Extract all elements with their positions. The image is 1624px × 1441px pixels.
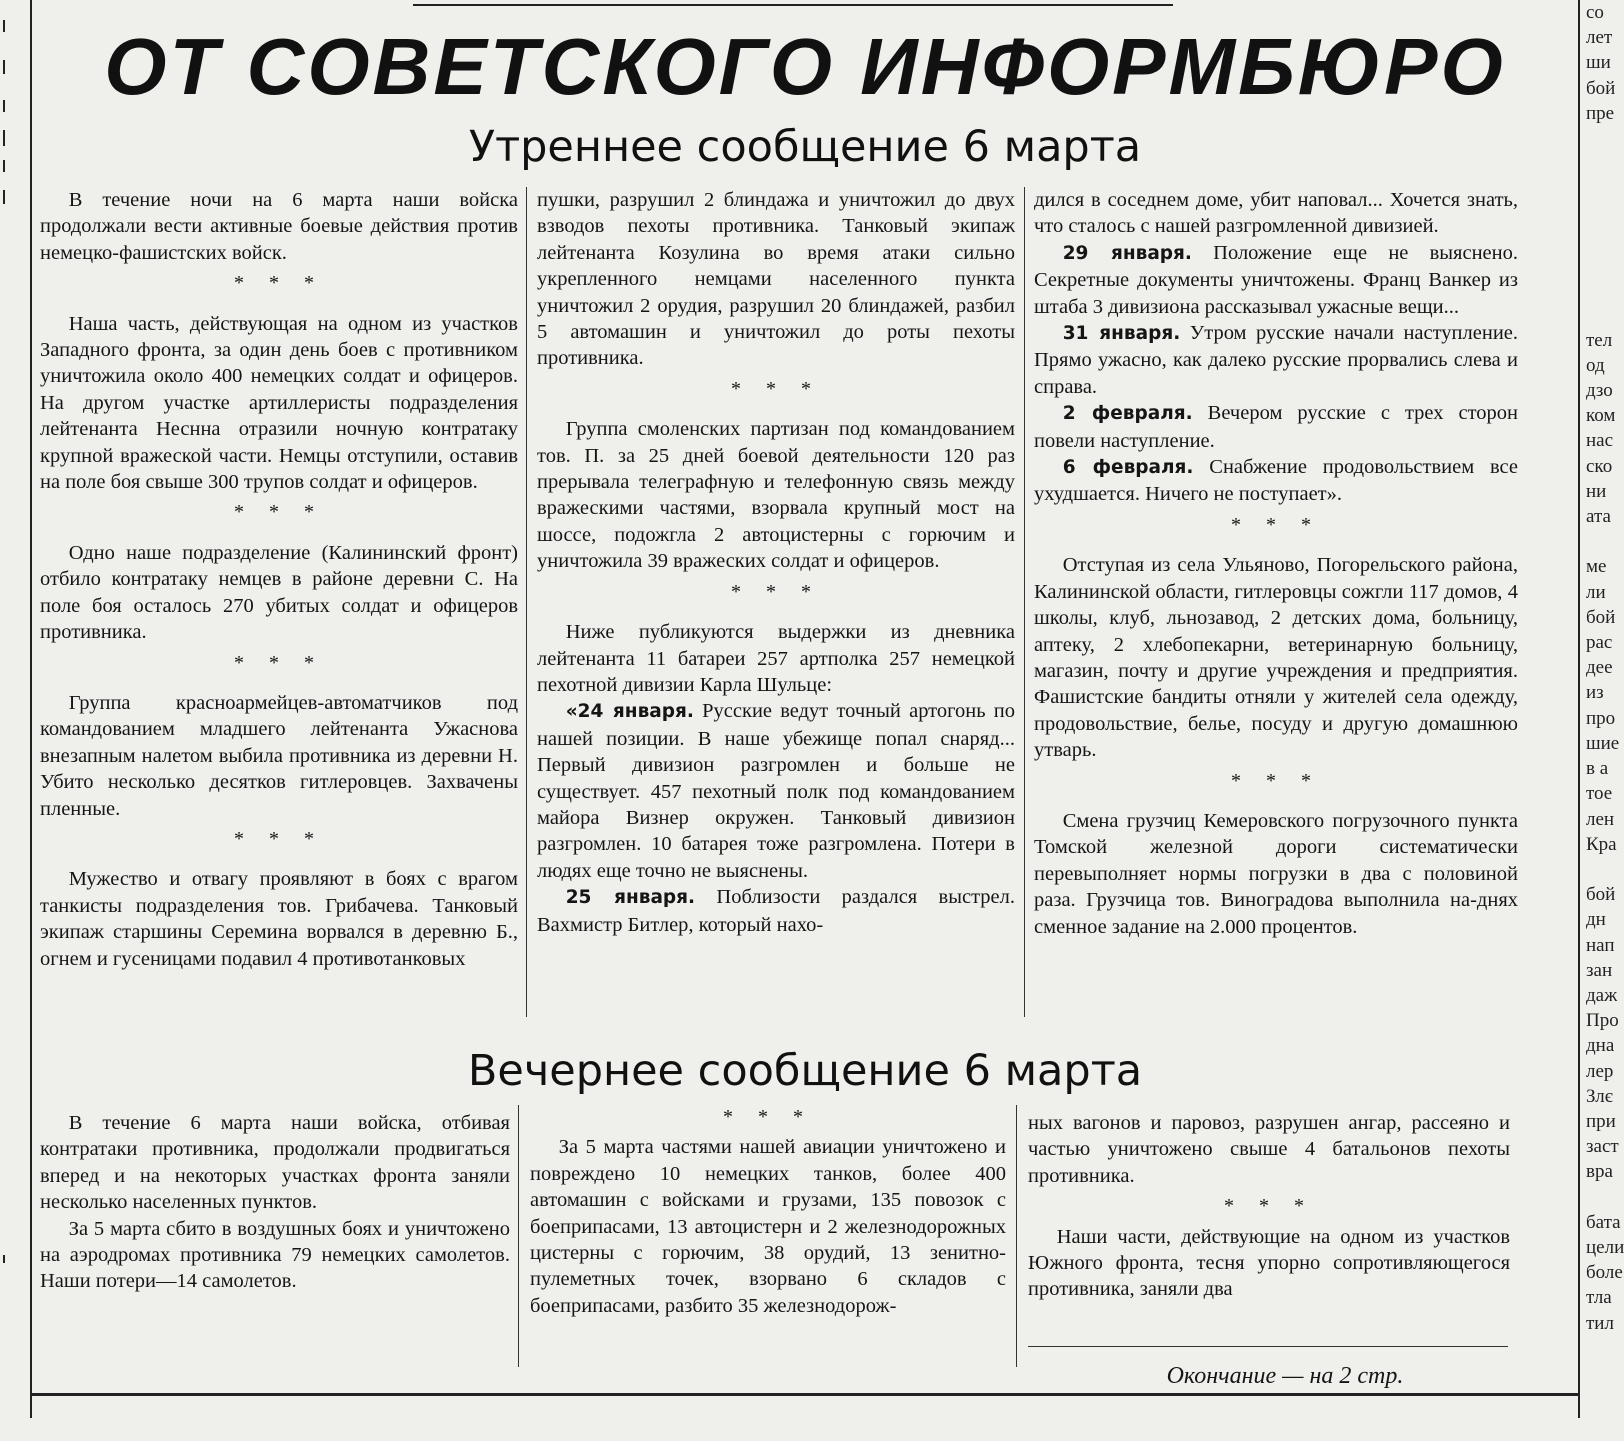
fragment-line: тое (1586, 783, 1613, 805)
article-paragraph: Группа смоленских партизан под командованием тов. П. за 25 дней боевой деятельности 120 раз прерывала телеграфную и телефонную связь между вражескими частями, взорвала крупный мост на шоссе, подожгла 2 автоцистерны с горючим и уничтожила 39 вражеских солдат и офицеров. (537, 418, 1015, 573)
fragment-line: дна (1586, 1035, 1615, 1057)
fragment-line: рас (1586, 632, 1613, 654)
fragment-line (1586, 176, 1611, 201)
evening-report-title: Вечернее сообщение 6 марта (467, 1046, 1143, 1096)
separator-stars: * * * (1231, 513, 1321, 536)
article-paragraph: дился в соседнем доме, убит наповал... Хочется знать, что сталось с нашей разгромленной дивизией. (1034, 189, 1518, 238)
fragment-line: тла (1586, 1287, 1612, 1309)
separator-stars: * * * (234, 501, 324, 524)
left-page-edge (0, 0, 12, 1441)
fragment-line: бой (1586, 606, 1616, 628)
diary-date: 6 февраля. (1062, 457, 1194, 479)
evening-column-2 (530, 1104, 1006, 1372)
fragment-line: боле (1586, 1262, 1623, 1284)
article-paragraph: Отступая из села Ульяново, Погорельского района, Калининской области, гитлеровцы сожгли 117 домов, 4 школы, клуб, льнозавод, 2 детских дома, больницу, аптеку, 2 хлебопекарни, ветеринарную больницу, магазин, почту и другие учреждения и предприятия. Фашистские бандиты отняли у жителей села одежду, продовольствие, белье, посуду и другую домашнюю утварь. (1034, 554, 1518, 762)
separator-stars: * * * (1224, 1195, 1314, 1218)
fragment-line: заст (1586, 1136, 1619, 1158)
fragment-line: Кра (1586, 833, 1617, 855)
top-rule (413, 4, 1173, 6)
fragment-line: про (1586, 707, 1616, 729)
article-paragraph: Мужество и отвагу проявляют в боях с врагом танкисты подразделения тов. Грибачева. Танковый экипаж старшины Серемина ворвался в деревню Б., огнем и гусеницами подавил 4 противотанковых (40, 868, 518, 970)
fragment-line: даж (1586, 984, 1618, 1006)
masthead: ОТ СОВЕТСКОГО ИНФОРМБЮРО (104, 22, 1506, 111)
diary-text: Положение еще не выяснено. Секретные документы уничтожены. Франц Ванкер из штаба 3 дивизиона рассказывал ужасные вещи... (1034, 241, 1518, 318)
evening-column-3 (1028, 1110, 1510, 1315)
article-paragraph: Наша часть, действующая на одном из участков Западного фронта, за один день боев с противником уничтожила около 400 немецких солдат и офицеров. На другом участке артиллеристы подразделения лейтенанта Неснна отразили ночную контратаку крупной вражеской части. Немцы отступили, оставив на поле боя свыше 300 трупов солдат и офицеров. (40, 312, 518, 494)
diary-text: Снабжение продовольствием все ухудшается. Ничего не поступает». (1034, 456, 1518, 506)
fragment-line (1586, 857, 1611, 882)
right-border-rule (1578, 0, 1580, 1418)
left-border-rule (30, 0, 32, 1418)
separator-stars: * * * (234, 827, 324, 850)
fragment-line: лен (1586, 808, 1615, 830)
fragment-line: од (1586, 354, 1605, 376)
adjacent-column-fragment (1586, 0, 1624, 1441)
diary-entry (1034, 320, 1518, 400)
fragment-line: ско (1586, 455, 1613, 477)
fragment-line: при (1586, 1110, 1616, 1132)
bottom-rule (30, 1393, 1580, 1396)
morning-report-title: Утреннее сообщение 6 марта (468, 122, 1142, 172)
column-rule (1024, 187, 1025, 1017)
ending-rule (1028, 1346, 1508, 1347)
fragment-line: дзо (1586, 380, 1613, 402)
separator-stars: * * * (234, 651, 324, 674)
morning-column-2 (537, 187, 1015, 1017)
article-paragraph: Ниже публикуются выдержки из дневника лейтенанта 11 батареи 257 артполка 257 немецкой пехотной дивизии Карла Шульце: (537, 621, 1015, 696)
article-paragraph: Наши части, действующие на одном из участков Южного фронта, тесня упорно сопротивляющегося противника, заняли два (1028, 1225, 1510, 1301)
fragment-line: в а (1586, 758, 1609, 780)
diary-entry (1034, 400, 1518, 454)
fragment-line: ме (1586, 556, 1607, 578)
separator-stars: * * * (234, 272, 324, 295)
fragment-line: ни (1586, 480, 1607, 502)
fragment-line: ата (1586, 506, 1611, 528)
fragment-line: нас (1586, 430, 1614, 452)
article-paragraph: В течение ночи на 6 марта наши войска продолжали вести активные боевые действия против немецко-фашистских войск. (40, 189, 518, 264)
fragment-line: Про (1586, 1010, 1619, 1032)
fragment-line: ши (1586, 52, 1611, 74)
morning-column-3 (1034, 187, 1518, 1017)
separator-stars: * * * (1231, 769, 1321, 792)
fragment-line: бой (1586, 884, 1616, 906)
fragment-line: бой (1586, 77, 1616, 99)
diary-entry (1034, 454, 1518, 508)
morning-column-1 (40, 187, 518, 1017)
fragment-line: лер (1586, 1060, 1614, 1082)
diary-date: 2 февраля. (1062, 403, 1193, 425)
diary-text: Вечером русские с трех сторон повели наступление. (1034, 402, 1519, 452)
article-paragraph: В течение 6 марта наши войска, отбивая контратаки противника, продолжали продвигаться вперед и на некоторых участках фронта заняли несколько населенных пунктов. (40, 1112, 510, 1214)
diary-entry (1034, 240, 1518, 320)
fragment-line: зан (1586, 959, 1613, 981)
fragment-line (1586, 302, 1611, 327)
diary-text: Поблизости раздался выстрел. Вахмистр Битлер, который нахо- (537, 886, 1016, 936)
fragment-line: тел (1586, 329, 1613, 351)
article-paragraph: ных вагонов и паровоз, разрушен ангар, рассеяно и частью уничтожено свыше 4 батальонов пехоты противника. (1028, 1112, 1510, 1187)
fragment-line (1586, 227, 1611, 252)
fragment-line (1586, 252, 1611, 277)
column-rule (526, 187, 527, 1017)
fragment-line (1586, 151, 1611, 176)
fragment-line: бата (1586, 1211, 1621, 1233)
column-rule (1016, 1105, 1017, 1367)
continuation-note: Окончание — на 2 стр. (1166, 1363, 1404, 1389)
article-paragraph: Группа красноармейцев-автоматчиков под командованием младшего лейтенанта Ужаснова внезапным налетом выбила противника из деревни Н. Убито несколько десятков гитлеровцев. Захвачены пленные. (40, 691, 518, 820)
diary-entry (537, 884, 1015, 938)
evening-column-1 (40, 1110, 510, 1372)
fragment-line: цели (1586, 1236, 1624, 1258)
article-paragraph: За 5 марта сбито в воздушных боях и уничтожено на аэродромах противника 79 немецких самолетов. Наши потери—14 самолетов. (40, 1217, 510, 1293)
fragment-line: со (1586, 2, 1604, 23)
diary-date: 31 января. (1062, 323, 1181, 345)
column-rule (518, 1105, 519, 1367)
fragment-line: дн (1586, 909, 1606, 931)
separator-stars: * * * (731, 377, 821, 400)
fragment-line (1586, 126, 1611, 151)
fragment-line (1586, 202, 1611, 227)
diary-date: 29 января. (1062, 242, 1192, 264)
diary-text: Русские ведут точный артогонь по нашей позиции. В наше убежище попал снаряд... Первый дивизион разгромлен и больше не существует. 457 пехотный полк под командованием майора Визнер окружен. Танковый дивизион разгромлен. 10 батарея тоже разгромлена. Потери в людях еще точно не выяснены. (537, 700, 1016, 882)
separator-stars: * * * (723, 1106, 813, 1128)
diary-date: 25 января. (565, 887, 696, 909)
separator-stars: * * * (731, 580, 821, 603)
diary-entry (537, 698, 1015, 884)
fragment-line (1586, 277, 1611, 302)
fragment-line: ли (1586, 581, 1606, 603)
fragment-line: ком (1586, 405, 1616, 427)
article-paragraph: пушки, разрушил 2 блиндажа и уничтожил до двух взводов пехоты противника. Танковый экипаж лейтенанта Козулина во время атаки сильно укрепленного немцами населенного пункта уничтожил 2 орудия, разрушил 20 блиндажей, разбил 5 автомашин и уничтожил до роты пехоты противника. (537, 189, 1015, 370)
fragment-line: Злє (1586, 1085, 1613, 1107)
fragment-line: дее (1586, 657, 1613, 679)
fragment-line: тил (1586, 1312, 1614, 1334)
fragment-line: вра (1586, 1161, 1613, 1183)
fragment-line (1586, 529, 1611, 554)
article-paragraph: Смена грузчиц Кемеровского погрузочного пункта Томской железной дороги систематически перевыполняет нормы погрузки в два с половиной раза. Грузчица тов. Виноградова выполнила на-днях сменное задание на 2.000 процентов. (1034, 809, 1518, 938)
fragment-line: нап (1586, 934, 1615, 956)
fragment-line: лет (1586, 27, 1613, 49)
article-paragraph: Одно наше подразделение (Калининский фронт) отбило контратаку немцев в районе деревни С. На поле боя осталось 270 убитых солдат и офицеров противника. (40, 541, 518, 644)
fragment-line (1586, 1185, 1611, 1210)
fragment-line: шие (1586, 732, 1620, 754)
fragment-line: пре (1586, 102, 1615, 124)
article-paragraph: За 5 марта частями нашей авиации уничтожено и повреждено 10 немецких танков, более 400 автомашин с войсками и грузами, 135 повозок с боеприпасами, 13 автоцистерн и 2 железнодорожных цистерны с горючим, 38 орудий, 13 зенитно-пулеметных точек, взорвано 6 складов с боеприпасами, разбито 35 железнодорож- (530, 1136, 1006, 1317)
fragment-line: из (1586, 682, 1604, 704)
diary-date: «24 января. (565, 701, 694, 723)
diary-text: Утром русские начали наступление. Прямо ужасно, как далеко русские прорвались слева и справа. (1034, 322, 1519, 398)
